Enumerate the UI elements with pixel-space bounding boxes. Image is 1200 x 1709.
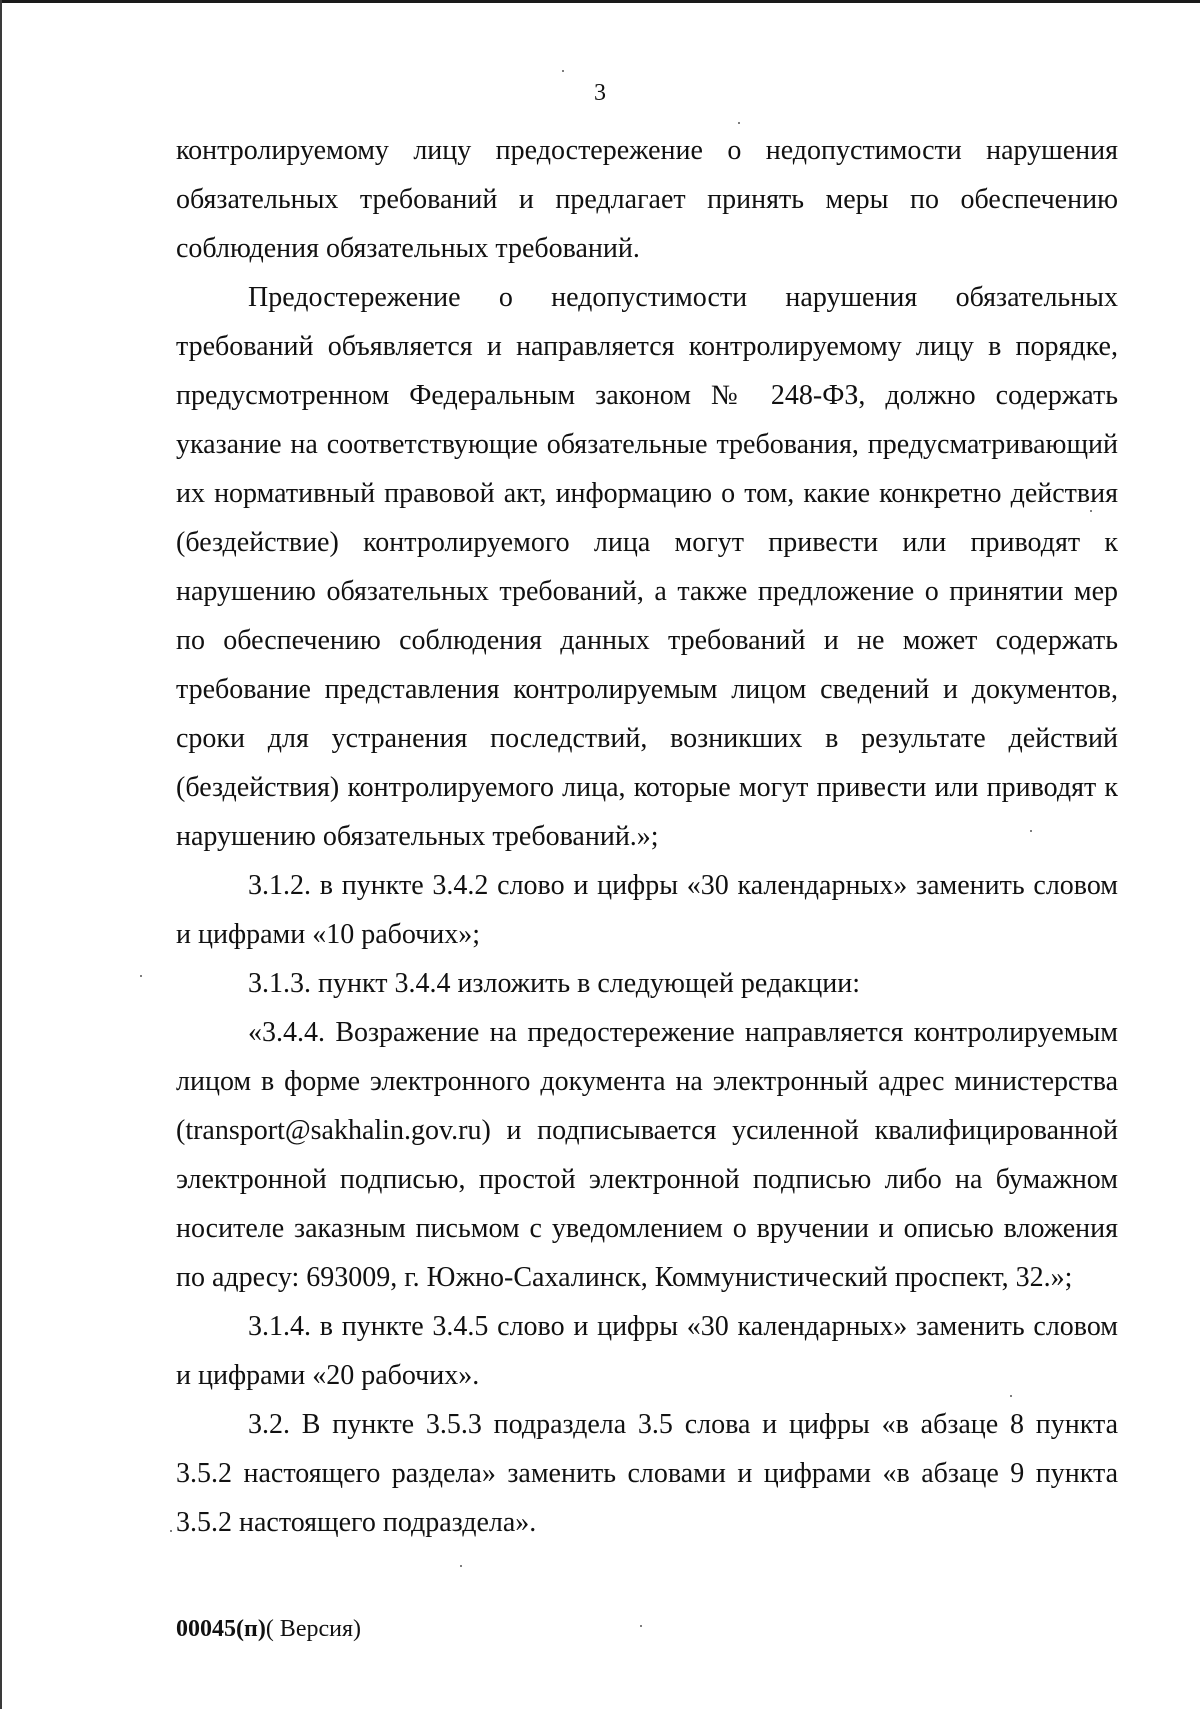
scan-speck (1010, 1395, 1012, 1397)
document-footer (176, 1614, 361, 1644)
scan-speck (170, 1530, 172, 1532)
scan-top-edge (0, 0, 1200, 3)
scan-speck (562, 70, 564, 72)
scan-speck (640, 1625, 642, 1627)
paragraph: Предостережение о недопустимости нарушения обязательных требований объявляется и направляется контролируемому лицу в порядке, предусмотренном Федеральным законом № 248-ФЗ, должно содержать указание на соответствующие обязательные требования, предусматривающий их нормативный правовой акт, информацию о том, какие конкретно действия (бездействие) контролируемого лица могут привести или приводят к нарушению обязательных требований, а также предложение о принятии мер по обеспечению соблюдения данных требований и не может содержать требование представления контролируемым лицом сведений и документов, сроки для устранения последствий, возникших в результате действий (бездействия) контролируемого лица, которые могут привести или приводят к нарушению обязательных требований.»; (176, 282, 1118, 852)
document-code: 00045(п) (176, 1616, 266, 1642)
scan-speck (140, 975, 142, 977)
page-number: 3 (594, 80, 606, 106)
version-label: ( Версия) (265, 1616, 361, 1642)
scan-speck (738, 122, 740, 124)
paragraph: 3.1.2. в пункте 3.4.2 слово и цифры «30 календарных» заменить словом и цифрами «10 рабочих»; (176, 870, 1118, 950)
paragraph: 3.1.3. пункт 3.4.4 изложить в следующей редакции: (248, 968, 860, 999)
scan-speck (460, 1565, 462, 1567)
paragraph: 3.2. В пункте 3.5.3 подраздела 3.5 слова и цифры «в абзаце 8 пункта 3.5.2 настоящего раздела» заменить словами и цифрами «в абзаце 9 пункта 3.5.2 настоящего подраздела». (176, 1409, 1118, 1538)
scan-left-edge (0, 0, 2, 1709)
scan-speck (1090, 510, 1092, 512)
paragraph: 3.1.4. в пункте 3.4.5 слово и цифры «30 календарных» заменить словом и цифрами «20 рабочих». (176, 1311, 1118, 1391)
scan-speck (1030, 830, 1032, 832)
document-body (176, 126, 1118, 1547)
paragraph: контролируемому лицу предостережение о недопустимости нарушения обязательных требований и предлагает принять меры по обеспечению соблюдения обязательных требований. (176, 135, 1118, 264)
paragraph: «3.4.4. Возражение на предостережение направляется контролируемым лицом в форме электронного документа на электронный адрес министерства (transport@sakhalin.gov.ru) и подписывается усиленной квалифицированной электронной подписью, простой электронной подписью либо на бумажном носителе заказным письмом с уведомлением о вручении и описью вложения по адресу: 693009, г. Южно-Сахалинск, Коммунистический проспект, 32.»; (176, 1017, 1118, 1293)
